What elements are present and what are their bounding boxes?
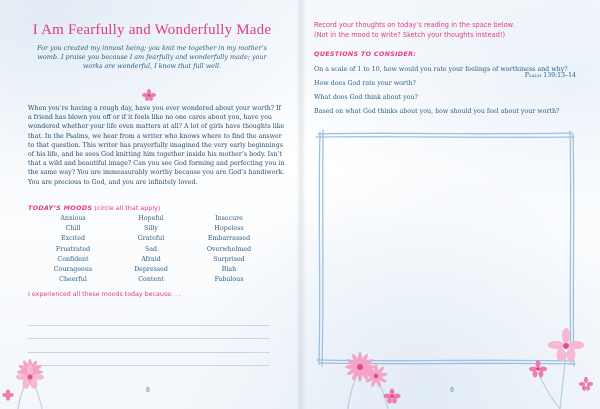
moods-heading-instruction: (circle all that apply) [94, 204, 161, 212]
mood-option[interactable]: Grateful [137, 235, 165, 243]
mood-option[interactable]: Excited [61, 235, 85, 243]
question-item: Based on what God thinks about you, how should you feel about your worth? [314, 108, 560, 115]
left-page-number: 8 [146, 387, 150, 394]
moods-column-1 [34, 214, 112, 285]
mood-option[interactable]: Depressed [134, 266, 168, 274]
devotional-body-text: When you’re having a rough day, have you ever wondered about your worth? If a friend has blown you off or if it feels like no one cares about you, have you wondered whether your life even matters at all? A lot of girls have thoughts like that. In the Psalms, we hear from a writer who knows where to find the answer to that question. This writer has prayerfully imagined the very early beginnings of his life, and he sees God knitting him together inside his mother’s body. Isn’t that a wild and beautiful image? Can you see God forming and perfecting you in the same way? You are immeasurably worthy because you are God’s handiwork. You are precious to God, and you are infinitely loved. [28, 105, 285, 186]
mood-option[interactable]: Surprised [213, 255, 245, 263]
mood-option[interactable]: Content [138, 276, 164, 284]
mood-option[interactable]: Sad [144, 245, 158, 253]
scripture-verse: For you created my inmost being; you knit me together in my mother’s womb. I praise you because I am fearfully and wonderfully made; your works are wonderful, I know that full well. [37, 44, 267, 70]
moods-heading [28, 204, 160, 212]
mood-option[interactable]: Frustrated [55, 245, 91, 253]
moods-grid [34, 214, 268, 285]
journal-writing-lines[interactable] [28, 312, 270, 366]
moods-reason-prompt: I experienced all these moods today because. . . [28, 291, 181, 298]
question-item: On a scale of 1 to 10, how would you rate your feelings of worthiness and why? [314, 66, 568, 73]
writing-line[interactable] [28, 339, 270, 353]
mood-option[interactable]: Courageous [53, 266, 93, 274]
journal-instructions-line-2: (Not in the mood to write? Sketch your thoughts instead!) [314, 31, 506, 39]
mood-option[interactable]: Afraid [141, 255, 161, 263]
moods-heading-label: TODAY’S MOODS [28, 204, 93, 212]
writing-line[interactable] [28, 353, 270, 367]
mood-option[interactable]: Embarrassed [207, 235, 251, 243]
mood-option[interactable]: Overwhelmed [206, 245, 252, 253]
moods-column-2 [112, 214, 190, 285]
questions-heading: QUESTIONS TO CONSIDER: [314, 50, 417, 58]
page-title: I Am Fearfully and Wonderfully Made [32, 22, 272, 38]
writing-line[interactable] [28, 312, 270, 326]
question-item: What does God think about you? [314, 94, 418, 101]
mood-option[interactable]: Hopeless [214, 225, 244, 233]
journal-instructions [314, 20, 586, 40]
right-page-number: 9 [450, 387, 454, 394]
flower-icon [142, 89, 156, 101]
mood-option[interactable]: Insecure [215, 215, 243, 222]
mood-option[interactable]: Cheerful [59, 276, 87, 284]
sketch-area-frame[interactable] [314, 128, 576, 368]
mood-option[interactable]: Blah [221, 266, 237, 274]
scripture-reference: Psalm 139:13–14 [524, 72, 576, 79]
journal-instructions-line-1: Record your thoughts on today’s reading in the space below. [314, 21, 515, 29]
mood-option[interactable]: Silly [144, 225, 158, 233]
moods-column-3 [190, 214, 268, 285]
mood-option[interactable]: Hopeful [138, 215, 164, 222]
mood-option[interactable]: Confident [57, 255, 89, 263]
question-item: How does God rate your worth? [314, 80, 416, 87]
mood-option[interactable]: Anxious [60, 215, 86, 222]
mood-option[interactable]: Fabulous [214, 276, 244, 284]
mood-option[interactable]: Chill [65, 225, 81, 233]
writing-line[interactable] [28, 326, 270, 340]
